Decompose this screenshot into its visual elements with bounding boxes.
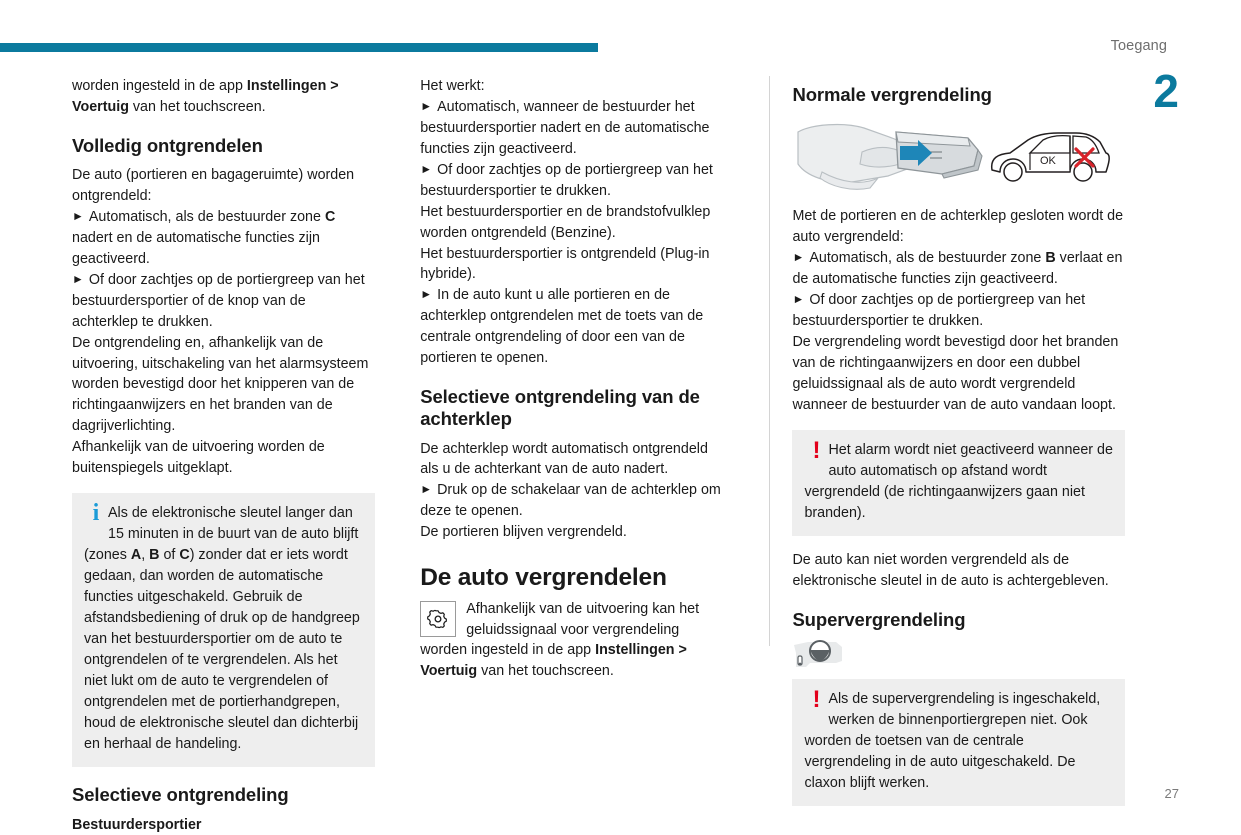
c2-bullet-3-text: In de auto kunt u alle portieren en de achterklep ontgrendelen met de toets van de centrale ontgrendeling of door een van de portieren te openen.: [420, 287, 703, 366]
info-notice-text: [84, 503, 363, 755]
c1-bullet-1-post: nadert en de automatische functies zijn geactiveerd.: [72, 230, 320, 267]
header-accent-bar: [0, 43, 598, 52]
c1-bullet-1-pre: Automatisch, als de bestuurder zone: [89, 209, 325, 225]
c3-bullet-1-pre: Automatisch, als de bestuurder zone: [809, 250, 1045, 266]
info-icon: i: [84, 503, 108, 525]
normal-locking-illustration: [792, 116, 1125, 194]
c1-paragraph-3: Afhankelijk van de uitvoering worden de buitenspiegels uitgeklapt.: [72, 437, 375, 479]
heading-selectieve-ontgrendeling-achterklep: Selectieve ontgrendeling van de achterklep: [420, 386, 723, 430]
c2-gear-paragraph: [420, 599, 723, 683]
c3-bullet-1-post: verlaat en de automatische functies zijn geactiveerd.: [792, 250, 1122, 287]
c2-paragraph-3: Het bestuurdersportier is ontgrendeld (Plug-in hybride).: [420, 244, 723, 286]
c2-gear-text-bold: Instellingen > Voertuig: [420, 642, 687, 679]
c1-paragraph-2: De ontgrendeling en, afhankelijk van de uitvoering, uitschakeling van het alarmsysteem worden bevestigd door het knipperen van de richtingaanwijzers en het branden van de dagrijverlichting.: [72, 333, 375, 438]
c2-bullet-2: [420, 160, 723, 202]
intro-text: worden ingesteld in de app: [72, 78, 247, 94]
column-1: [72, 76, 399, 835]
subheading-bestuurdersportier: Bestuurdersportier: [72, 815, 375, 835]
intro-bold: Instellingen > Voertuig: [72, 78, 339, 115]
c2-paragraph-2: Het bestuurdersportier en de brandstofvulklep worden ontgrendeld (Benzine).: [420, 202, 723, 244]
zone-a-label: A: [131, 547, 141, 563]
warning-notice-box-1: [792, 430, 1125, 536]
c2-bullet-3: [420, 285, 723, 369]
c2-bullet-1: [420, 97, 723, 160]
c2-bullet-4-text: Druk op de schakelaar van de achterklep om deze te openen.: [420, 482, 721, 519]
warning-notice-2-text: Als de supervergrendeling is ingeschakeld, werken de binnenportiergrepen niet. Ook worden de toetsen van de centrale vergrendeling in de auto uitgeschakeld. De claxon blijft werken.: [804, 689, 1113, 794]
c1-bullet-1-bold: C: [325, 209, 335, 225]
chapter-number: 2: [1153, 68, 1179, 114]
column-2: [420, 76, 747, 835]
supervergrendeling-illustration: [792, 639, 1125, 673]
c2-bullet-4: [420, 480, 723, 522]
warning-icon: !: [804, 440, 828, 462]
intro-tail: van het touchscreen.: [129, 99, 266, 115]
header-section-label: Toegang: [1111, 38, 1167, 54]
zone-c-label: C: [179, 547, 189, 563]
column-3: [792, 76, 1125, 835]
c3-bullet-2: [792, 290, 1125, 332]
triangle-right-icon: ►: [420, 161, 432, 179]
triangle-right-icon: ►: [792, 249, 804, 267]
c2-paragraph-4: De achterklep wordt automatisch ontgrendeld als u de achterkant van de auto nadert.: [420, 439, 723, 481]
c2-bullet-2-text: Of door zachtjes op de portiergreep van het bestuurdersportier te drukken.: [420, 162, 713, 199]
info-notice-box: [72, 493, 375, 767]
intro-paragraph: [72, 76, 375, 118]
triangle-right-icon: ►: [72, 271, 84, 289]
c1-paragraph-1: De auto (portieren en bagageruimte) worden ontgrendeld:: [72, 165, 375, 207]
heading-de-auto-vergrendelen: De auto vergrendelen: [420, 563, 723, 592]
car-ok-label: OK: [1040, 155, 1057, 167]
sep-2: of: [160, 547, 180, 563]
c1-bullet-2-text: Of door zachtjes op de portiergreep van het bestuurdersportier of de knop van de achterklep te drukken.: [72, 272, 365, 330]
c3-paragraph-3: De auto kan niet worden vergrendeld als de elektronische sleutel in de auto is achtergebleven.: [792, 550, 1125, 592]
gear-icon: [420, 601, 456, 637]
c2-gear-text-post: van het touchscreen.: [477, 663, 614, 679]
c3-bullet-1: [792, 248, 1125, 290]
c3-paragraph-1: Met de portieren en de achterklep gesloten wordt de auto vergrendeld:: [792, 206, 1125, 248]
hand-and-door-handle-illustration: [798, 125, 982, 190]
c3-bullet-2-text: Of door zachtjes op de portiergreep van het bestuurdersportier te drukken.: [792, 292, 1085, 329]
warning-icon: !: [804, 689, 828, 711]
triangle-right-icon: ►: [420, 286, 432, 304]
c1-bullet-1: [72, 207, 375, 270]
triangle-right-icon: ►: [420, 481, 432, 499]
steering-wheel-dashboard-icon: [794, 641, 842, 667]
info-notice-lead: Als de elektronische sleutel langer dan 15 minuten in de buurt van de auto blijft (zones: [84, 505, 358, 563]
zone-b-label: B: [149, 547, 159, 563]
page-columns: [72, 76, 1125, 835]
c2-paragraph-5: De portieren blijven vergrendeld.: [420, 522, 723, 543]
page-number: 27: [1165, 786, 1179, 801]
heading-selectieve-ontgrendeling: Selectieve ontgrendeling: [72, 784, 375, 806]
car-side-view-illustration: [992, 133, 1109, 181]
info-notice-rest: ) zonder dat er iets wordt gedaan, dan worden de automatische functies uitgeschakeld. Gebruik de afstandsbediening of druk op de handgreep van het bestuurdersportier om de auto te ontgrendelen of te vergrendelen. Als het niet lukt om de auto te vergrendelen of ontgrendelen met de portierhandgrepen, houd de elektronische sleutel dan dichterbij en herhaal de handeling.: [84, 547, 360, 752]
c2-gear-text-pre: Afhankelijk van de uitvoering kan het geluidssignaal voor vergrendeling worden ingesteld in de app: [420, 601, 699, 659]
triangle-right-icon: ►: [792, 291, 804, 309]
triangle-right-icon: ►: [72, 208, 84, 226]
warning-notice-1-text: Het alarm wordt niet geactiveerd wanneer de auto automatisch op afstand wordt vergrendeld (de richtingaanwijzers gaan niet branden).: [804, 440, 1113, 524]
zone-b-label: B: [1045, 250, 1055, 266]
heading-volledig-ontgrendelen: Volledig ontgrendelen: [72, 135, 375, 157]
triangle-right-icon: ►: [420, 98, 432, 116]
heading-supervergrendeling: Supervergrendeling: [792, 609, 1125, 631]
c1-bullet-2: [72, 270, 375, 333]
warning-notice-box-2: [792, 679, 1125, 806]
c2-bullet-1-text: Automatisch, wanneer de bestuurder het bestuurdersportier nadert en de automatische functies zijn geactiveerd.: [420, 99, 709, 157]
sep-1: ,: [141, 547, 149, 563]
heading-normale-vergrendeling: Normale vergrendeling: [792, 84, 1125, 106]
c3-paragraph-2: De vergrendeling wordt bevestigd door het branden van de richtingaanwijzers en door een dubbel geluidssignaal als de auto wordt vergrendeld wanneer de bestuurder van de auto vandaan loopt.: [792, 332, 1125, 416]
c2-paragraph-1: Het werkt:: [420, 76, 723, 97]
